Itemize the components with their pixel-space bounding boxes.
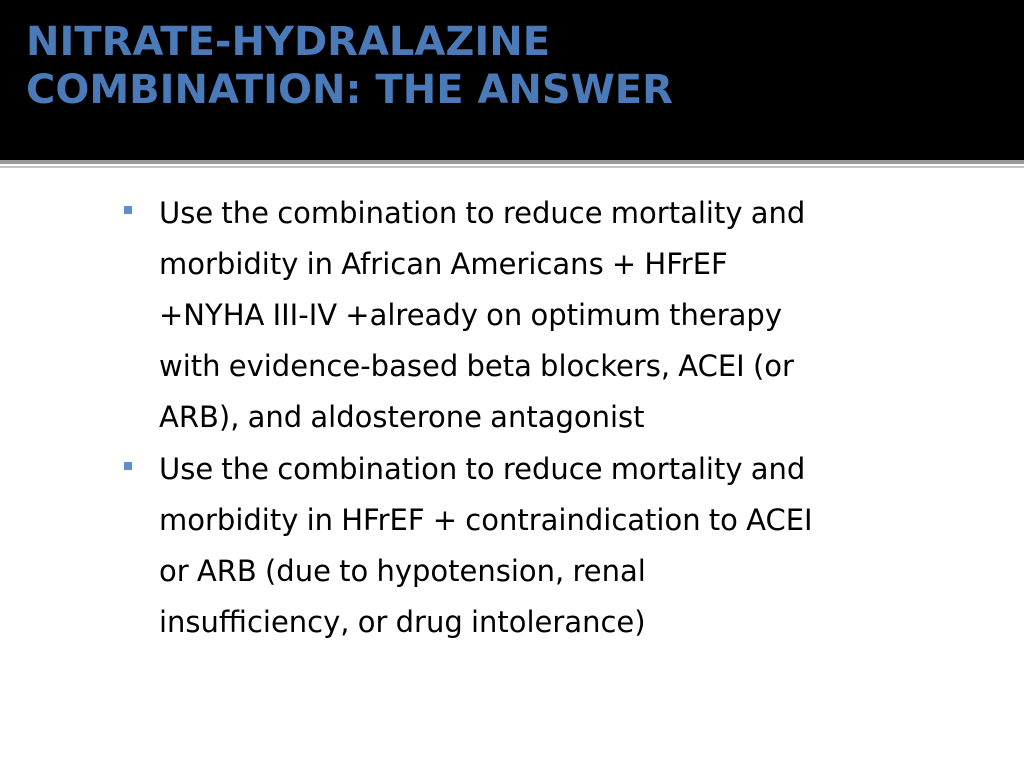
bullet-list: [122, 188, 972, 649]
title-divider-accent: [0, 166, 1024, 168]
square-bullet-icon: [124, 462, 132, 470]
bullet-1-line-3: +NYHA III-IV +already on optimum therapy: [159, 298, 782, 332]
bullet-1-line-2: morbidity in African Americans + HFrEF: [159, 247, 728, 281]
bullet-2-line-3: or ARB (due to hypotension, renal: [159, 554, 646, 588]
bullet-2-line-2: morbidity in HFrEF + contraindication to ACEI: [159, 503, 813, 537]
title-band: [0, 0, 1024, 160]
bullet-item-2: [122, 444, 972, 648]
slide-title-line-2: COMBINATION: THE ANSWER: [26, 67, 673, 113]
bullet-item-1: [122, 188, 972, 443]
slide-title-line-1: NITRATE-HYDRALAZINE: [26, 19, 551, 65]
bullet-1-line-4: with evidence-based beta blockers, ACEI (or: [159, 349, 794, 383]
square-bullet-icon: [124, 206, 132, 214]
slide-title: [26, 18, 1006, 114]
bullet-2-line-4: insufficiency, or drug intolerance): [159, 605, 646, 639]
bullet-1-line-1: Use the combination to reduce mortality and: [159, 196, 806, 230]
bullet-2-line-1: Use the combination to reduce mortality and: [159, 452, 806, 486]
bullet-1-line-5: ARB), and aldosterone antagonist: [159, 400, 645, 434]
